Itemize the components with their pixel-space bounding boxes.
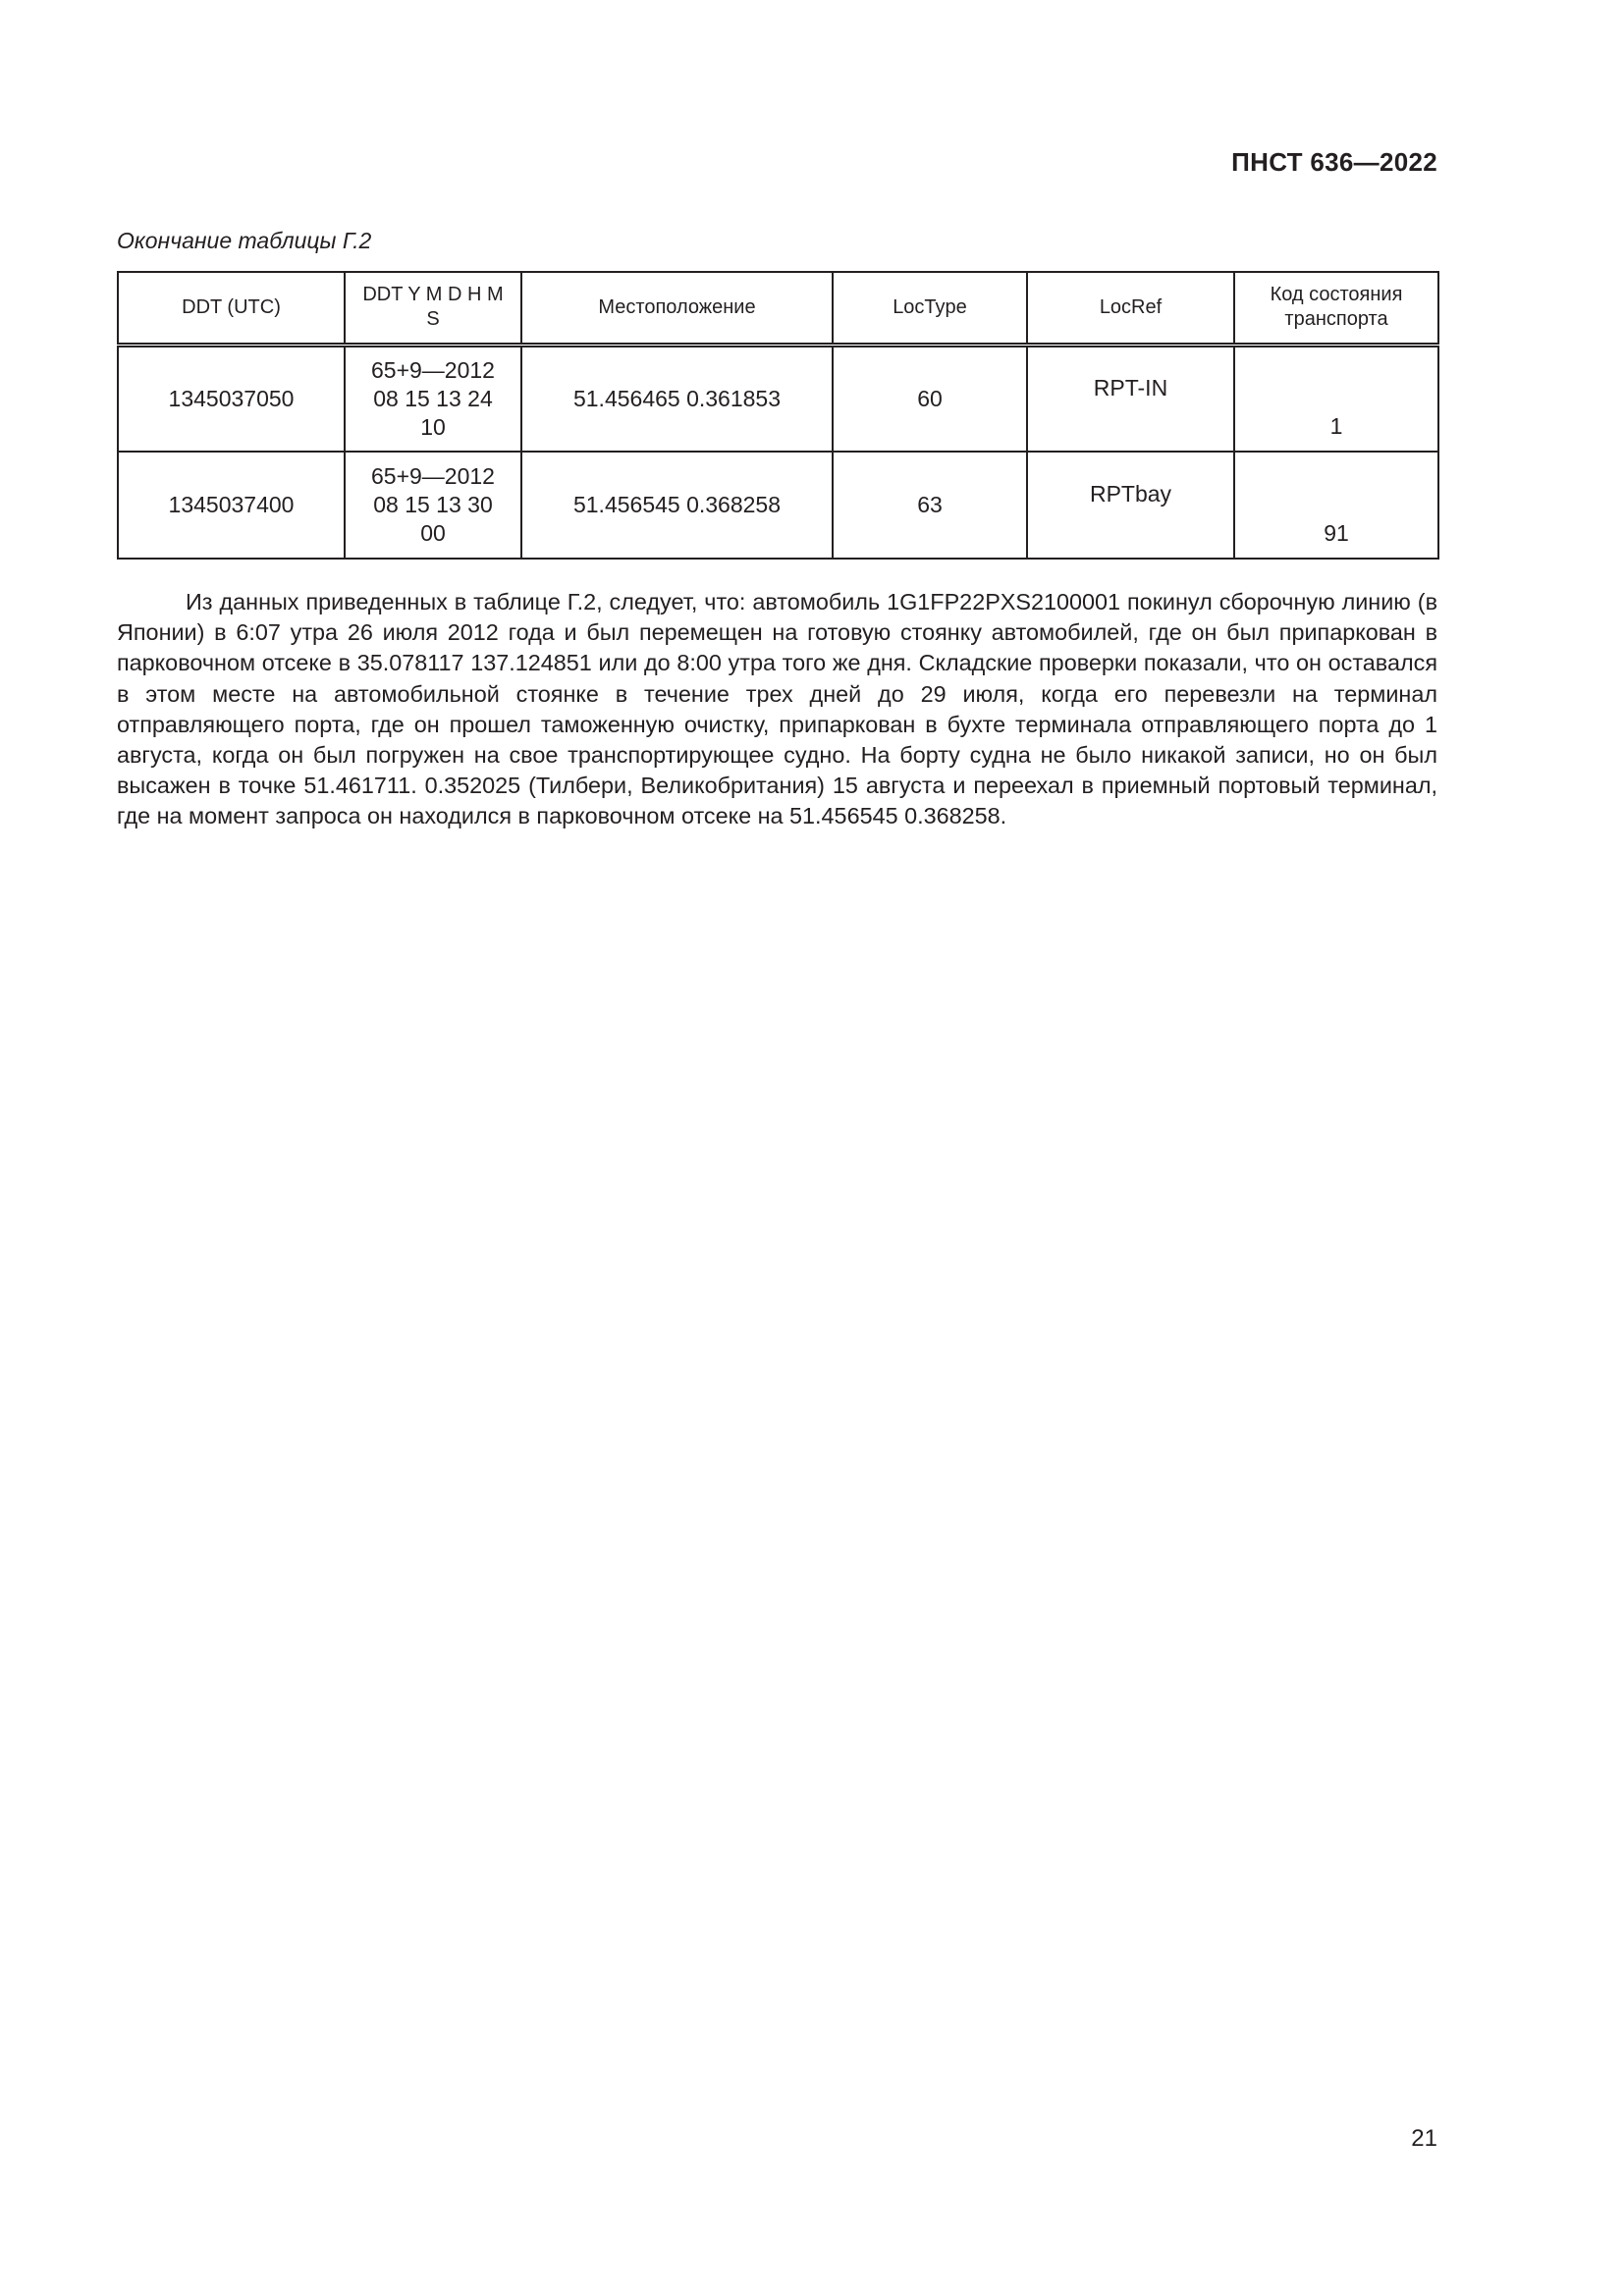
- cell-status-code: 91: [1234, 452, 1438, 559]
- cell-ddt-ymdhms-line: 65+9—2012: [371, 463, 495, 489]
- cell-location: 51.456545 0.368258: [521, 452, 833, 559]
- table-row: [118, 452, 1438, 559]
- page-number: 21: [1411, 2125, 1437, 2152]
- cell-ddt-utc: 1345037400: [118, 452, 345, 559]
- cell-ddt-ymdhms: [345, 452, 521, 559]
- column-header-location: Местоположение: [521, 272, 833, 345]
- cell-location: 51.456465 0.361853: [521, 345, 833, 452]
- column-header-ddt-utc: DDT (UTC): [118, 272, 345, 345]
- cell-loc-ref: RPTbay: [1027, 452, 1234, 559]
- cell-ddt-ymdhms: [345, 345, 521, 452]
- column-header-loc-ref: LocRef: [1027, 272, 1234, 345]
- cell-ddt-ymdhms-line: 65+9—2012: [371, 356, 495, 383]
- table-caption: Окончание таблицы Г.2: [117, 228, 372, 253]
- cell-ddt-ymdhms-line: 10: [420, 413, 446, 440]
- document-code: ПНСТ 636—2022: [1231, 147, 1437, 177]
- table-header-row: [118, 272, 1438, 345]
- cell-ddt-ymdhms-line: 00: [420, 520, 446, 546]
- data-table: [117, 271, 1439, 560]
- cell-loc-type: 63: [833, 452, 1027, 559]
- cell-status-code: 1: [1234, 345, 1438, 452]
- cell-ddt-ymdhms-line: 08 15 13 30: [373, 492, 493, 517]
- table-row: [118, 345, 1438, 452]
- column-header-ddt-ymdhms: DDT Y M D H M S: [345, 272, 521, 345]
- cell-loc-type: 60: [833, 345, 1027, 452]
- column-header-loc-type: LocType: [833, 272, 1027, 345]
- cell-loc-ref: RPT-IN: [1027, 345, 1234, 452]
- column-header-status-code: Код состояния транспорта: [1234, 272, 1438, 345]
- cell-ddt-utc: 1345037050: [118, 345, 345, 452]
- body-paragraph: Из данных приведенных в таблице Г.2, следует, что: автомобиль 1G1FP22PXS2100001 покинул сборочную линию (в Японии) в 6:07 утра 26 июля 2012 года и был перемещен на готовую стоянку автомобилей, где он был припаркован в парковочном отсеке в 35.078117 137.124851 или до 8:00 утра того же дня. Складские проверки показали, что он оставался в этом месте на автомобильной стоянке в течение трех дней до 29 июля, когда его перевезли на терминал отправляющего порта, где он прошел таможенную очистку, припаркован в бухте терминала отправляющего порта до 1 августа, когда он был погружен на свое транспортирующее судно. На борту судна не было никакой записи, но он был высажен в точке 51.461711. 0.352025 (Тилбери, Великобритания) 15 августа и переехал в приемный портовый терминал, где на момент запроса он находился в парковочном отсеке на 51.456545 0.368258.: [117, 589, 1437, 829]
- cell-ddt-ymdhms-line: 08 15 13 24: [373, 385, 493, 411]
